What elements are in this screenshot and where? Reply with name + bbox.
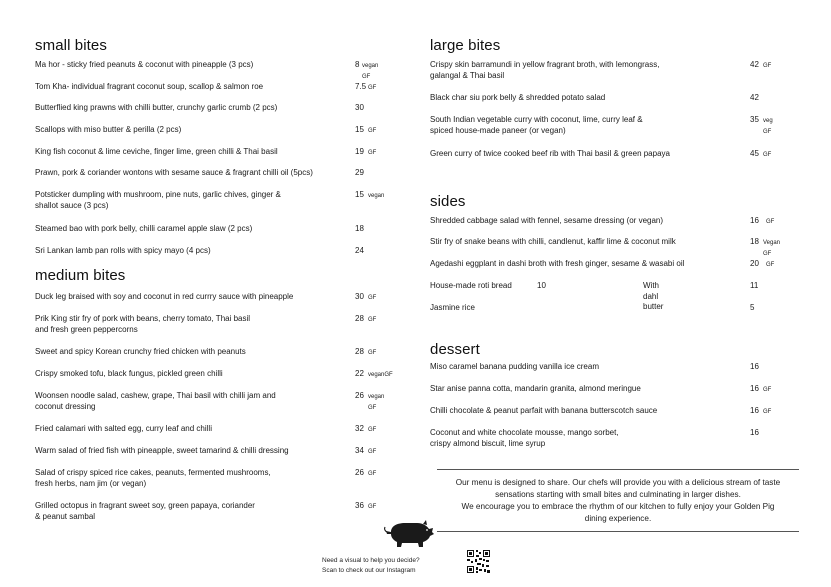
item-name: Scallops with miso butter & perilla (2 pcs) xyxy=(35,125,182,134)
info-line: We encourage you to embrace the rhythm of our kitchen to fully enjoy your Golden Pig xyxy=(461,502,775,511)
item-name: Prik King stir fry of pork with beans, cherry tomato, Thai basil and fresh green peppercorns xyxy=(35,314,251,334)
item-dietary-note: vegan xyxy=(368,193,385,199)
qr-code-icon[interactable] xyxy=(466,549,491,574)
item-dietary-note: Vegan GF xyxy=(763,240,781,257)
item-dietary-note: GF xyxy=(368,85,377,91)
item-price: 16 xyxy=(750,406,759,415)
item-dietary-note: GF xyxy=(368,350,377,356)
item-price: 26 xyxy=(355,391,364,400)
item-price: 16 xyxy=(750,428,759,437)
item-name: Black char siu pork belly & shredded potato salad xyxy=(430,93,606,102)
item-dietary-note: GF xyxy=(368,128,377,134)
item-dietary-note: GF xyxy=(368,150,377,156)
item-price: 16 xyxy=(750,384,759,393)
pig-icon xyxy=(383,518,435,548)
item-name: Green curry of twice cooked beef rib with Thai basil & green papaya xyxy=(430,149,670,158)
item-price: 15 xyxy=(355,125,364,134)
item-name: Sri Lankan lamb pan rolls with spicy mayo (4 pcs) xyxy=(35,246,211,255)
instagram-prompt-line2: Scan to check out our Instagram xyxy=(322,567,416,574)
item-price: 20 xyxy=(750,259,759,268)
item-price-plain: 10 xyxy=(537,281,546,290)
item-dietary-note: GF xyxy=(368,504,377,510)
info-line: dining experience. xyxy=(584,514,652,523)
item-name: Agedashi eggplant in dashi broth with fresh ginger, sesame & wasabi oil xyxy=(430,259,685,268)
item-name: Stir fry of snake beans with chilli, candlenut, kaffir lime & coconut milk xyxy=(430,237,676,246)
item-name: Crispy skin barramundi in yellow fragrant broth, with lemongrass, galangal & Thai basil xyxy=(430,60,660,80)
item-price: 30 xyxy=(355,292,364,301)
item-price: 18 xyxy=(355,224,364,233)
item-price: 15 xyxy=(355,190,364,199)
item-name: Miso caramel banana pudding vanilla ice cream xyxy=(430,362,599,371)
item-price: 28 xyxy=(355,314,364,323)
item-price: 28 xyxy=(355,347,364,356)
item-price: 36 xyxy=(355,501,364,510)
item-price: 45 xyxy=(750,149,759,158)
item-dietary-note: GF xyxy=(763,387,772,393)
item-name: Tom Kha- individual fragrant coconut soup, scallop & salmon roe xyxy=(35,82,264,91)
item-name: King fish coconut & lime ceviche, finger lime, green chilli & Thai basil xyxy=(35,147,278,156)
item-dietary-note: vegan GF xyxy=(368,394,385,411)
info-line: Our menu is designed to share. Our chefs will provide you with a delicious stream of taste xyxy=(455,478,781,487)
item-name: South Indian vegetable curry with coconut, lime, curry leaf & spiced house-made paneer (or vegan) xyxy=(430,115,643,135)
item-price: 16 xyxy=(750,362,759,371)
menu-info-text xyxy=(437,477,799,525)
item-name: Sweet and spicy Korean crunchy fried chicken with peanuts xyxy=(35,347,246,356)
item-price: 42 xyxy=(750,60,759,69)
item-price: 18 xyxy=(750,237,759,246)
item-name: Star anise panna cotta, mandarin granita, almond meringue xyxy=(430,384,641,393)
item-price: 5 xyxy=(750,303,755,312)
item-name: Ma hor - sticky fried peanuts & coconut with pineapple (3 pcs) xyxy=(35,60,254,69)
item-name: Coconut and white chocolate mousse, mango sorbet, crispy almond biscuit, lime syrup xyxy=(430,428,619,448)
item-price: 19 xyxy=(355,147,364,156)
item-price: 24 xyxy=(355,246,364,255)
item-dietary-note: GF xyxy=(368,471,377,477)
large-bites-heading: large bites xyxy=(430,37,501,54)
item-dietary-note: GF xyxy=(766,219,775,225)
item-price: 35 xyxy=(750,115,759,124)
item-name: Woonsen noodle salad, cashew, grape, Thai basil with chilli jam and coconut dressing xyxy=(35,391,276,411)
info-bottom-divider xyxy=(437,531,799,532)
sides-heading: sides xyxy=(430,193,466,210)
item-dietary-note: GF xyxy=(368,317,377,323)
item-name: Butterflied king prawns with chilli butter, crunchy garlic crumb (2 pcs) xyxy=(35,103,278,112)
item-name: Prawn, pork & coriander wontons with sesame sauce & fragrant chilli oil (5pcs) xyxy=(35,168,313,177)
item-option-label: With dahl butter xyxy=(643,281,664,311)
item-dietary-note: GF xyxy=(368,449,377,455)
item-price: 29 xyxy=(355,168,364,177)
item-name: Steamed bao with pork belly, chilli caramel apple slaw (2 pcs) xyxy=(35,224,253,233)
item-price: 16 xyxy=(750,216,759,225)
item-price: 8 xyxy=(355,60,360,69)
item-name: Chilli chocolate & peanut parfait with banana butterscotch sauce xyxy=(430,406,658,415)
instagram-prompt xyxy=(322,556,420,576)
item-dietary-note: GF xyxy=(763,409,772,415)
item-price: 26 xyxy=(355,468,364,477)
item-name: Grilled octopus in fragrant sweet soy, green papaya, coriander & peanut sambal xyxy=(35,501,255,521)
item-name: Fried calamari with salted egg, curry leaf and chilli xyxy=(35,424,212,433)
item-name: Potsticker dumpling with mushroom, pine nuts, garlic chives, ginger & shallot sauce (3 pcs) xyxy=(35,190,281,210)
item-name: House-made roti bread xyxy=(430,281,512,290)
item-dietary-note: GF xyxy=(766,262,775,268)
small-bites-heading: small bites xyxy=(35,37,107,54)
item-price: 7.5 xyxy=(355,82,367,91)
item-dietary-note: vegan GF xyxy=(362,63,379,80)
item-name: Jasmine rice xyxy=(430,303,475,312)
info-top-divider xyxy=(437,469,799,470)
medium-bites-heading: medium bites xyxy=(35,267,126,284)
item-price: 34 xyxy=(355,446,364,455)
item-price: 32 xyxy=(355,424,364,433)
instagram-prompt-line1: Need a visual to help you decide? xyxy=(322,557,420,564)
item-price: 30 xyxy=(355,103,364,112)
item-dietary-note: GF xyxy=(763,152,772,158)
item-dietary-note: GF xyxy=(368,427,377,433)
item-dietary-note: veganGF xyxy=(368,372,393,378)
item-dietary-note: GF xyxy=(368,295,377,301)
item-name: Shredded cabbage salad with fennel, sesame dressing (or vegan) xyxy=(430,216,664,225)
item-price: 11 xyxy=(750,281,759,290)
dessert-heading: dessert xyxy=(430,341,480,358)
item-name: Warm salad of fried fish with pineapple, sweet tamarind & chilli dressing xyxy=(35,446,289,455)
item-name: Salad of crispy spiced rice cakes, peanuts, fermented mushrooms, fresh herbs, nam jim (or vegan) xyxy=(35,468,271,488)
info-line: sensations starting with small bites and culminating in larger dishes. xyxy=(495,490,741,499)
item-price: 22 xyxy=(355,369,364,378)
item-price: 42 xyxy=(750,93,759,102)
item-name: Duck leg braised with soy and coconut in red currry sauce with pineapple xyxy=(35,292,294,301)
item-name: Crispy smoked tofu, black fungus, pickled green chilli xyxy=(35,369,223,378)
item-dietary-note: veg GF xyxy=(763,118,773,135)
item-dietary-note: GF xyxy=(763,63,772,69)
